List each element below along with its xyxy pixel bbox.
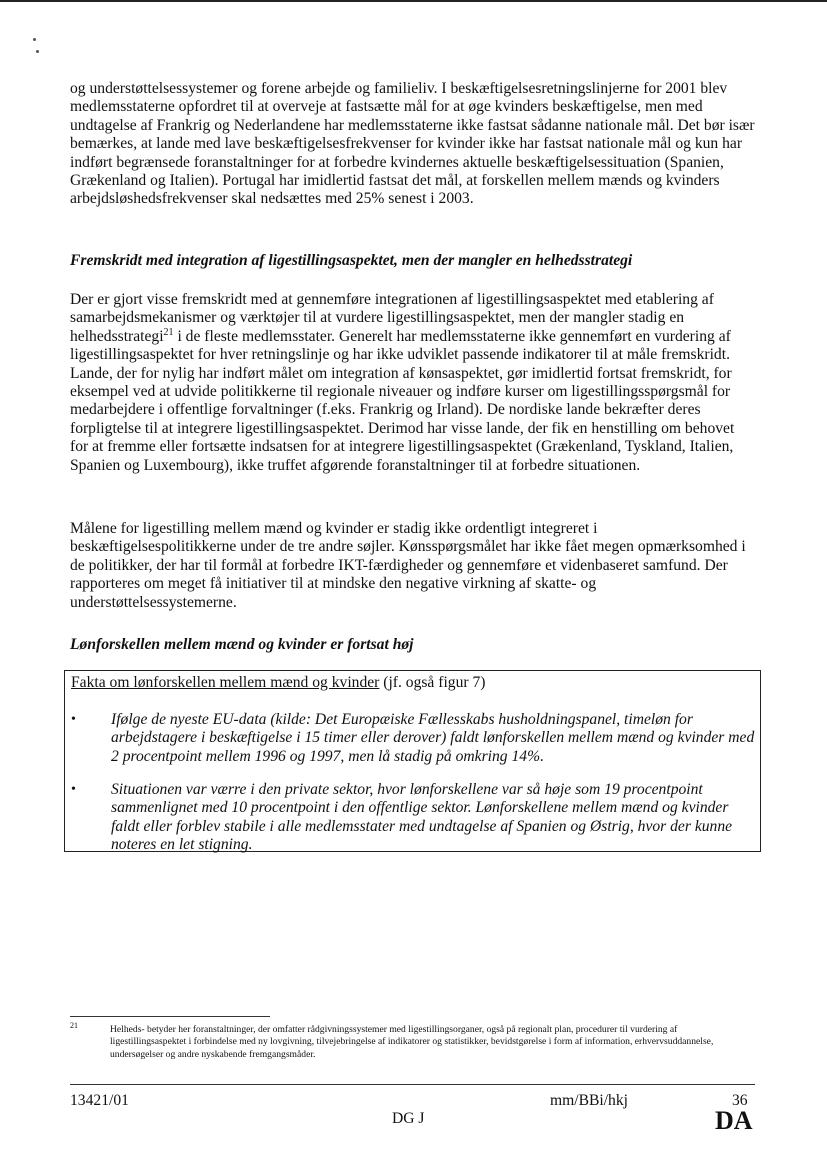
footnote-number: 21 bbox=[70, 1021, 78, 1030]
body-paragraph-3: Målene for ligestilling mellem mænd og kvinder er stadig ikke ordentligt integreret i beskæftigelsespolitikkerne under de tre andre søjler. Kønsspørgsmålet har ikke fået megen opmærksomhed i de politikker, der har til formål at forbedre IKT-færdigheder og gennemføre et videnbaseret samfund. Der rapporteres om meget få initiativer til at mindske den negative virkning af skatte- og understøttelsessystemerne. bbox=[70, 520, 746, 611]
body-paragraph-1: og understøttelsessystemer og forene arbejde og familieliv. I beskæftigelsesretningslinjerne for 2001 blev medlemsstaterne opfordret til at overveje at fastsætte mål for at øge kvinders beskæftigelse, men med undtagelse af Frankrig og Nederlandene har medlemsstaterne ikke fastsat sådanne nationale mål. Det bør især bemærkes, at lande med lave beskæftigelsesfrekvenser for kvinder ikke har fastsat nationale mål og kun har indført begrænsede foranstaltninger for at forbedre kvindernes aktuelle beskæftigelsessituation (Spanien, Grækenland og Italien). Portugal har imidlertid fastsat det mål, at forskellen mellem mænds og kvinders arbejdsløshedsfrekvenser skal nedsættes med 25% senest i 2003. bbox=[70, 80, 755, 208]
footnote-text: Helheds- betyder her foranstaltninger, der omfatter rådgivningssystemer med ligestillingsorganer, også på regionalt plan, procedurer til vurdering af ligestillingsaspektet i forbindelse med ny lovgivning, tilvejebringelse af indikatorer og statistikker, bevidstgørelse i form af information, erhvervsuddannelse, undersøgelser og andre nyskabende fremgangsmåder. bbox=[110, 1024, 714, 1060]
document-number: 13421/01 bbox=[70, 1092, 129, 1109]
page-number: 36 bbox=[732, 1092, 748, 1109]
facts-bullet-text: Ifølge de nyeste EU-data (kilde: Det Europæiske Fællesskabs husholdningspanel, timeløn for arbejdstagere i beskæftigelse i 15 timer eller derover) faldt lønforskellen mellem mænd og kvinder med 2 procentpoint mellem 1996 og 1997, men lå stadig på omkring 14%. bbox=[111, 711, 755, 765]
facts-box-title bbox=[71, 674, 485, 692]
footnote-reference: 21 bbox=[163, 326, 174, 338]
footer-divider bbox=[70, 1084, 755, 1085]
language-code: DA bbox=[715, 1106, 753, 1135]
reference-code: mm/BBi/hkj bbox=[550, 1092, 628, 1109]
body-paragraph-2 bbox=[70, 291, 755, 475]
scan-mark bbox=[33, 38, 36, 41]
top-border-line bbox=[0, 0, 827, 2]
bullet-dot-icon: • bbox=[71, 782, 76, 797]
paragraph-2-text-b: i de fleste medlemsstater. Generelt har medlemsstaterne ikke gennemført en vurdering af ligestillingsaspektet for hver retningslinje og har ikke udviklet passende indikatorer til at måle fremskridt. Lande, der for nylig har indført målet om integration af kønsaspektet, gør imidlertid fortsat fremskridt, for eksempel ved at udvide politikkerne til regionale niveauer og indføre kurser om ligestillingsspørgsmål for medarbejdere i offentlige forvaltninger (f.eks. Frankrig og Irland). De nordiske lande bekræfter deres forpligtelse til at integrere ligestillingsaspektet. Derimod har visse lande, der fik en henstilling om behovet for at fremme eller fortsætte indsatsen for at integrere ligestillingsaspektet (Grækenland, Tyskland, Italien, Spanien og Luxembourg), ikke truffet afgørende foranstaltninger til at forbedre situationen. bbox=[70, 327, 735, 474]
footnote-divider bbox=[70, 1016, 270, 1017]
facts-box-title-rest: (jf. også figur 7) bbox=[379, 674, 486, 691]
paragraph-2-text-a: Der er gjort visse fremskridt med at gennemføre integrationen af ligestillingsaspektet med etablering af samarbejdsmekanismer og værktøjer til at vurdere ligestillingsaspektet, men der mangler stadig en helhedsstrategi bbox=[70, 291, 714, 345]
facts-bullet-text: Situationen var værre i den private sektor, hvor lønforskellene var så høje som 19 procentpoint sammenlignet med 10 procentpoint i den offentlige sektor. Lønforskellene mellem mænd og kvinder faldt eller forblev stabile i alle medlemsstater med undtagelse af Spanien og Østrig, hvor der kunne noteres en let stigning. bbox=[111, 781, 733, 854]
facts-box bbox=[64, 670, 761, 852]
section-heading-pay-gap: Lønforskellen mellem mænd og kvinder er fortsat høj bbox=[70, 636, 414, 653]
scan-mark bbox=[36, 50, 39, 53]
bullet-dot-icon: • bbox=[71, 712, 76, 727]
directorate-label: DG J bbox=[392, 1110, 425, 1127]
section-heading-integration: Fremskridt med integration af ligestillingsaspektet, men der mangler en helhedsstrategi bbox=[70, 252, 633, 269]
facts-box-title-underlined: Fakta om lønforskellen mellem mænd og kvinder bbox=[71, 674, 380, 691]
